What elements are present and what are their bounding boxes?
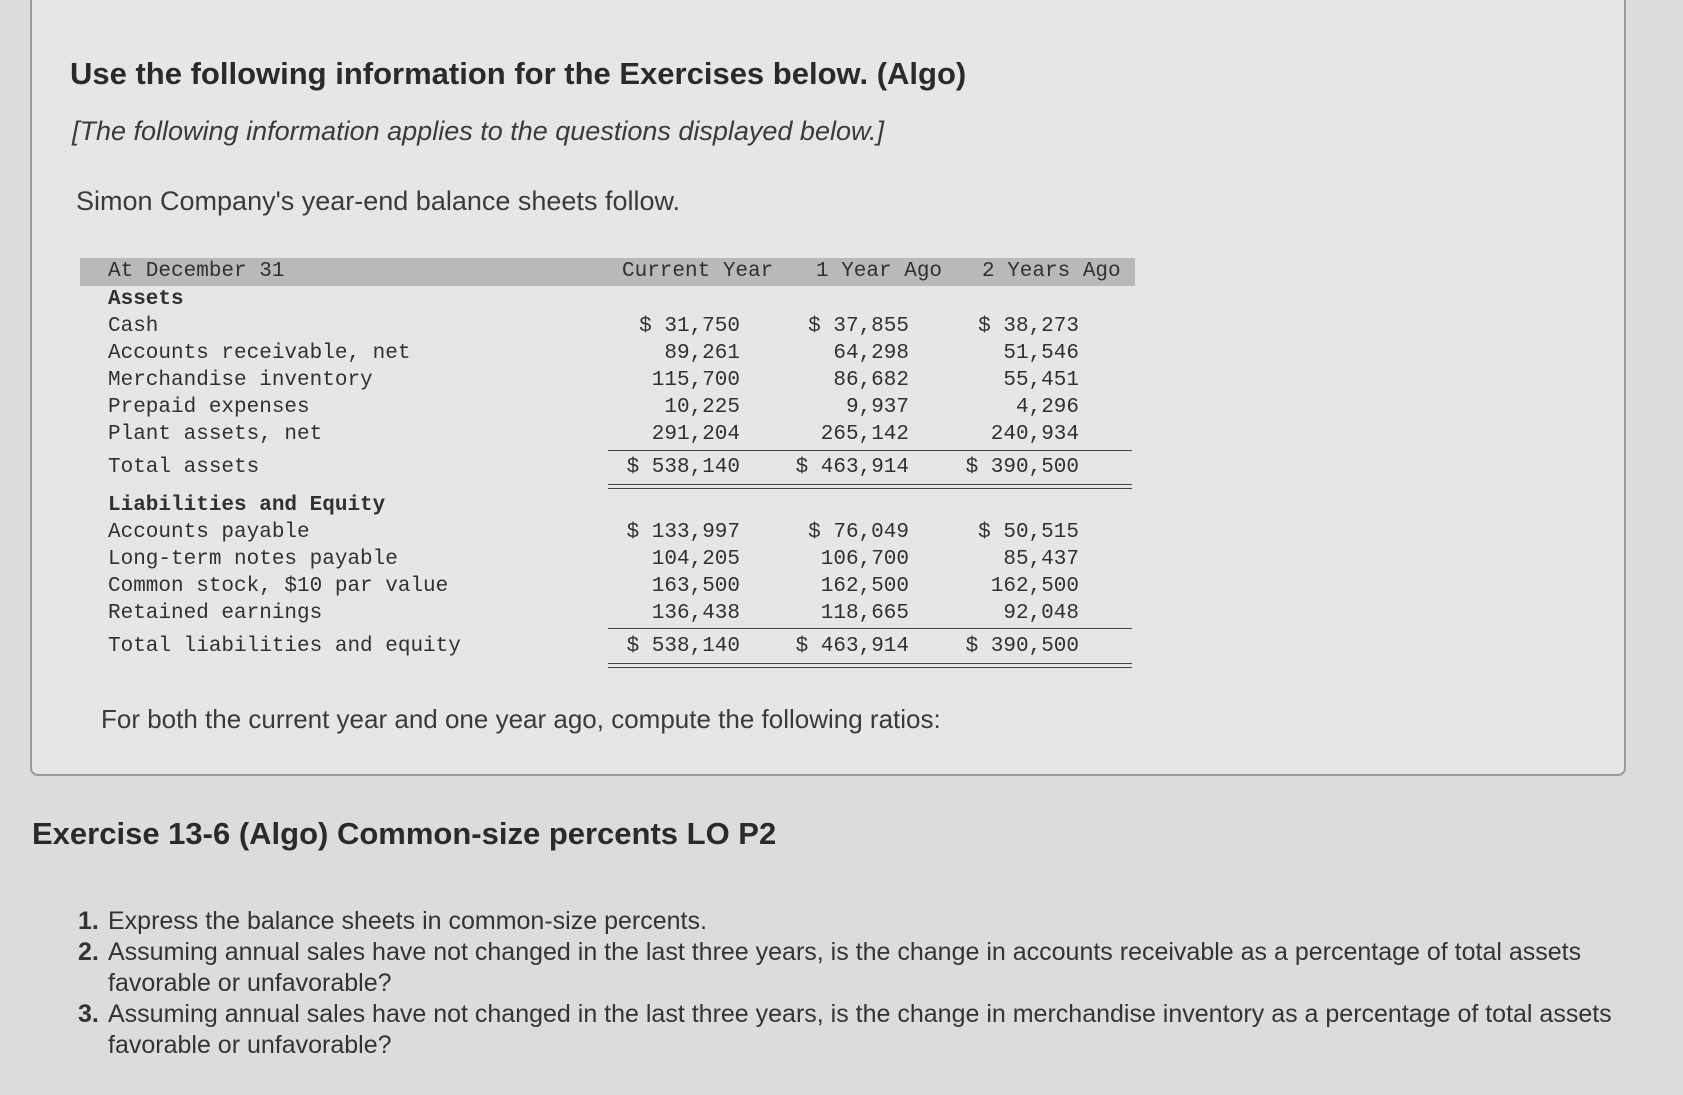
- row-label: Cash: [108, 315, 159, 338]
- value-current-year: $ 133,997: [626, 521, 740, 544]
- table-row: [80, 342, 1135, 368]
- row-label: Total assets: [108, 456, 260, 479]
- table-row: [80, 315, 1135, 341]
- value-1-year-ago: 64,298: [833, 342, 909, 365]
- row-label: Accounts payable: [108, 521, 310, 544]
- total-assets-row: [80, 456, 1135, 482]
- table-row: [80, 602, 1135, 628]
- ratios-prompt: For both the current year and one year ago, compute the following ratios:: [101, 704, 941, 734]
- value-2-years-ago: 55,451: [1003, 369, 1079, 392]
- row-label: Merchandise inventory: [108, 369, 373, 392]
- assets-heading: Assets: [108, 288, 184, 311]
- value-1-year-ago: $ 37,855: [808, 315, 909, 338]
- subtotal-rule: [608, 450, 1132, 451]
- row-label: Retained earnings: [108, 602, 323, 625]
- value-current-year: 291,204: [651, 423, 740, 446]
- table-row: [80, 396, 1135, 422]
- value-1-year-ago: 106,700: [820, 548, 909, 571]
- value-1-year-ago: 118,665: [820, 602, 909, 625]
- header-date-label: At December 31: [108, 260, 285, 283]
- question-number: 2.: [78, 938, 99, 966]
- value-current-year: 115,700: [651, 369, 740, 392]
- value-2-years-ago: 4,296: [1015, 396, 1079, 419]
- subtitle: [The following information applies to the questions displayed below.]: [72, 116, 884, 146]
- value-current-year: 89,261: [664, 342, 740, 365]
- value-1-year-ago: $ 463,914: [795, 635, 909, 658]
- question-text: Assuming annual sales have not changed in the last three years, is the change in merchandise inventory as a percentage of total assets favorable or unfavorable?: [108, 1000, 1612, 1059]
- table-row: [80, 521, 1135, 547]
- question-text: Express the balance sheets in common-size percents.: [108, 907, 707, 935]
- question-number: 1.: [78, 907, 99, 935]
- page-title: Use the following information for the Exercises below. (Algo): [70, 56, 967, 91]
- list-item: [78, 937, 1638, 999]
- table-row: [80, 548, 1135, 574]
- value-2-years-ago: 85,437: [1003, 548, 1079, 571]
- table-row: [80, 369, 1135, 395]
- exercise-title: Exercise 13-6 (Algo) Common-size percents LO P2: [32, 816, 777, 851]
- row-label: Prepaid expenses: [108, 396, 310, 419]
- total-double-rule: [608, 663, 1132, 668]
- value-2-years-ago: $ 50,515: [978, 521, 1079, 544]
- row-label: Plant assets, net: [108, 423, 323, 446]
- value-1-year-ago: 162,500: [820, 575, 909, 598]
- total-double-rule: [608, 484, 1132, 489]
- header-1-year-ago: 1 Year Ago: [816, 260, 943, 283]
- value-2-years-ago: 51,546: [1003, 342, 1079, 365]
- value-1-year-ago: $ 463,914: [795, 456, 909, 479]
- value-1-year-ago: $ 76,049: [808, 521, 909, 544]
- value-1-year-ago: 86,682: [833, 369, 909, 392]
- value-current-year: 136,438: [651, 602, 740, 625]
- list-item: [78, 999, 1638, 1061]
- value-1-year-ago: 265,142: [820, 423, 909, 446]
- liabilities-heading-row: [80, 494, 1135, 520]
- intro-text: Simon Company's year-end balance sheets follow.: [76, 186, 680, 216]
- header-current-year: Current Year: [622, 260, 774, 283]
- value-1-year-ago: 9,937: [845, 396, 909, 419]
- row-label: Total liabilities and equity: [108, 635, 461, 658]
- value-current-year: 104,205: [651, 548, 740, 571]
- value-2-years-ago: 240,934: [990, 423, 1079, 446]
- question-number: 3.: [78, 1000, 99, 1028]
- header-2-years-ago: 2 Years Ago: [982, 260, 1121, 283]
- list-item: [78, 906, 1638, 937]
- assets-heading-row: [80, 288, 1135, 314]
- value-2-years-ago: $ 38,273: [978, 315, 1079, 338]
- value-2-years-ago: $ 390,500: [965, 456, 1079, 479]
- subtotal-rule: [608, 628, 1132, 629]
- total-liabilities-row: [80, 635, 1135, 661]
- value-2-years-ago: $ 390,500: [965, 635, 1079, 658]
- value-2-years-ago: 162,500: [990, 575, 1079, 598]
- row-label: Accounts receivable, net: [108, 342, 411, 365]
- value-2-years-ago: 92,048: [1003, 602, 1079, 625]
- table-row: [80, 423, 1135, 449]
- value-current-year: $ 538,140: [626, 635, 740, 658]
- question-text: Assuming annual sales have not changed in the last three years, is the change in accounts receivable as a percentage of total assets favorable or unfavorable?: [108, 938, 1582, 997]
- row-label: Long-term notes payable: [108, 548, 398, 571]
- value-current-year: $ 538,140: [626, 456, 740, 479]
- value-current-year: $ 31,750: [639, 315, 740, 338]
- value-current-year: 163,500: [651, 575, 740, 598]
- table-header-row: [80, 258, 1135, 286]
- row-label: Common stock, $10 par value: [108, 575, 449, 598]
- value-current-year: 10,225: [664, 396, 740, 419]
- question-list: [78, 906, 1638, 1061]
- liabilities-heading: Liabilities and Equity: [108, 494, 386, 517]
- table-row: [80, 575, 1135, 601]
